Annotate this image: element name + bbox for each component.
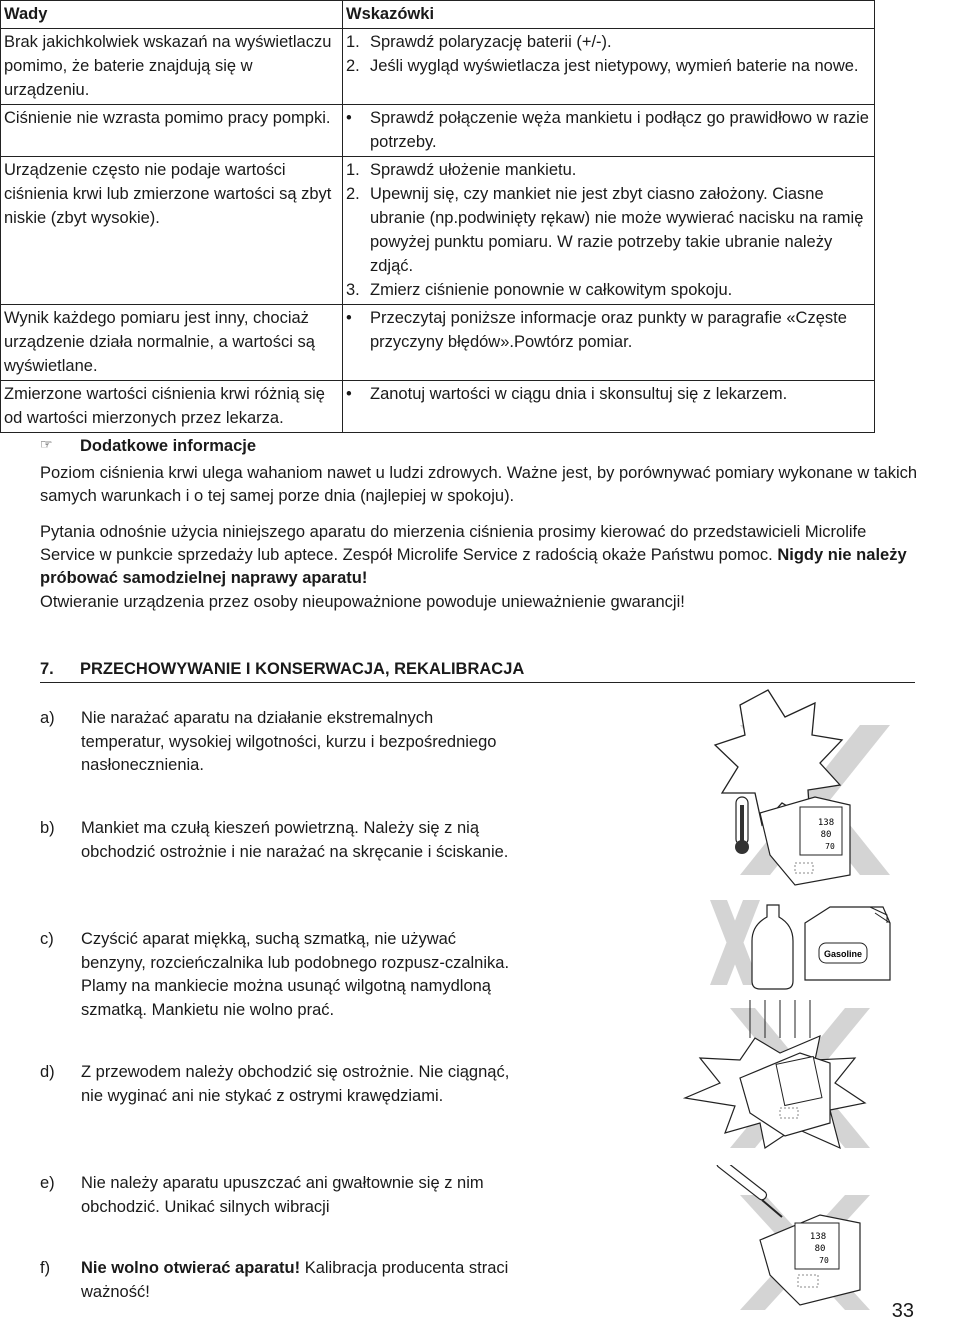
item-letter: f): [40, 1259, 51, 1277]
tips-cell: [343, 305, 875, 381]
info-paragraph-3: Otwieranie urządzenia przez osoby nieupoważnione powoduje unieważnienie gwarancji!: [40, 593, 685, 611]
tip-text: Zmierz ciśnienie ponownie w całkowitym spokoju.: [370, 281, 733, 299]
solvents-illustration: [705, 895, 900, 995]
page-number: 33: [891, 1300, 914, 1322]
tip-item: [346, 106, 871, 154]
impact-illustration: [670, 998, 900, 1153]
problem-cell: Ciśnienie nie wzrasta pomimo pracy pompki.: [1, 105, 343, 157]
problem-cell: Zmierzone wartości ciśnienia krwi różnią się od wartości mierzonych przez lekarza.: [1, 381, 343, 433]
item-text: [81, 1257, 521, 1304]
item-letter: c): [40, 930, 54, 948]
item-text-rest: Kalibracja producenta straci ważność!: [81, 1259, 509, 1301]
tip-marker: •: [346, 109, 352, 127]
item-text: Czyścić aparat miękką, suchą szmatką, nie używać benzyny, rozcieńczalnika lub podobnego rozpusz-czalnika. Plamy na mankiecie można usunąć wilgotną namydloną szmatką. Mankietu nie wolno prać.: [81, 930, 510, 1019]
header-problems: Wady: [1, 1, 343, 29]
display-dia: 80: [814, 1244, 826, 1254]
tip-text: Przeczytaj poniższe informacje oraz punkty w paragrafie «Częste przyczyny błędów».Powtórz pomiar.: [370, 309, 847, 351]
troubleshooting-table: [0, 0, 875, 433]
can-label: Gasoline: [823, 949, 863, 959]
tip-marker: 1.: [346, 33, 360, 51]
info-warning: Nigdy nie należy próbować samodzielnej naprawy aparatu!: [40, 546, 907, 587]
item-letter: e): [40, 1174, 55, 1192]
tip-item: [346, 158, 871, 182]
tip-item: [346, 278, 871, 302]
section-heading: [40, 660, 915, 683]
tips-cell: [343, 29, 875, 105]
tip-text: Zanotuj wartości w ciągu dnia i skonsultuj się z lekarzem.: [370, 385, 788, 403]
tip-text: Sprawdź połączenie węża mankietu i podłącz go prawidłowo w razie potrzeby.: [370, 109, 869, 151]
tip-item: [346, 30, 871, 54]
bottle-icon: [752, 905, 793, 989]
tip-marker: 2.: [346, 57, 360, 75]
table-row: [1, 105, 875, 157]
item-letter: d): [40, 1063, 55, 1081]
sun-heat-illustration: [700, 685, 900, 890]
tip-marker: 2.: [346, 185, 360, 203]
tips-cell: [343, 105, 875, 157]
info-heading: Dodatkowe informacje: [80, 437, 257, 455]
screwdriver-icon: [715, 1165, 782, 1217]
item-text: Nie narażać aparatu na działanie ekstremalnych temperatur, wysokiej wilgotności, kurzu i bezpośredniego nasłonecznienia.: [81, 709, 497, 774]
problem-cell: Wynik każdego pomiaru jest inny, chociaż urządzenie działa normalnie, a wartości są wyświetlane.: [1, 305, 343, 381]
tip-item: [346, 306, 871, 354]
display-pulse: 70: [825, 842, 835, 851]
item-text: Nie należy aparatu upuszczać ani gwałtownie się z nim obchodzić. Unikać silnych wibracji: [81, 1174, 484, 1216]
info-paragraph-1: Poziom ciśnienia krwi ulega wahaniom nawet u ludzi zdrowych. Ważne jest, by porównywać pomiary wykonane w takich samych warunkach i o tej samej porze dnia (najlepiej w spokoju).: [40, 464, 918, 505]
item-text: Mankiet ma czułą kieszeń powietrzną. Należy się z nią obchodzić ostrożnie i nie narażać na skręcanie i ściskanie.: [81, 819, 509, 861]
blood-pressure-monitor-icon: [760, 797, 850, 885]
display-pulse: 70: [819, 1256, 829, 1265]
tip-item: [346, 182, 871, 278]
table-header-row: [1, 1, 875, 29]
tips-cell: [343, 157, 875, 305]
display-dia: 80: [820, 830, 832, 840]
no-opening-illustration: [710, 1165, 885, 1315]
display-sys: 138: [817, 818, 835, 828]
item-letter: a): [40, 709, 55, 727]
item-text: Z przewodem należy obchodzić się ostrożnie. Nie ciągnąć, nie wyginać ani nie stykać z ostrymi krawędziami.: [81, 1063, 510, 1105]
info-paragraph-2-text: Pytania odnośnie użycia niniejszego aparatu do mierzenia ciśnienia prosimy kierować do przedstawicieli Microlife Service w punkcie sprzedaży lub aptece. Zespół Microlife Service z radością okaże Państwu pomoc.: [40, 523, 867, 564]
problem-cell: Urządzenie często nie podaje wartości ciśnienia krwi lub zmierzone wartości są zbyt niskie (zbyt wysokie).: [1, 157, 343, 305]
section-title: PRZECHOWYWANIE I KONSERWACJA, REKALIBRACJA: [80, 660, 525, 678]
section-number: 7.: [40, 660, 54, 678]
gasoline-can-icon: [805, 907, 890, 980]
hand-pointer-icon: ☞: [40, 436, 53, 452]
tips-cell: [343, 381, 875, 433]
tip-text: Jeśli wygląd wyświetlacza jest nietypowy, wymień baterie na nowe.: [370, 57, 859, 75]
tip-marker: 1.: [346, 161, 360, 179]
item-warning: Nie wolno otwierać aparatu!: [81, 1259, 301, 1277]
tip-text: Upewnij się, czy mankiet nie jest zbyt ciasno założony. Ciasne ubranie (np.podwinięty rękaw) nie może wywierać nacisku na ramię powyżej punktu pomiaru. W razie potrzeby takie ubranie należy zdjąć.: [370, 185, 864, 275]
tip-text: Sprawdź ułożenie mankietu.: [370, 161, 577, 179]
tip-item: [346, 382, 871, 406]
tip-text: Sprawdź polaryzację baterii (+/-).: [370, 33, 612, 51]
tip-marker: •: [346, 385, 352, 403]
table-row: [1, 305, 875, 381]
tip-item: [346, 54, 871, 78]
header-tips: Wskazówki: [343, 1, 875, 29]
display-sys: 138: [809, 1232, 827, 1242]
tip-marker: •: [346, 309, 352, 327]
table-row: [1, 29, 875, 105]
item-letter: b): [40, 819, 55, 837]
table-row: [1, 157, 875, 305]
problem-cell: Brak jakichkolwiek wskazań na wyświetlaczu pomimo, że baterie znajdują się w urządzeniu.: [1, 29, 343, 105]
info-paragraph-2: [40, 521, 920, 590]
table-row: [1, 381, 875, 433]
tip-marker: 3.: [346, 281, 360, 299]
